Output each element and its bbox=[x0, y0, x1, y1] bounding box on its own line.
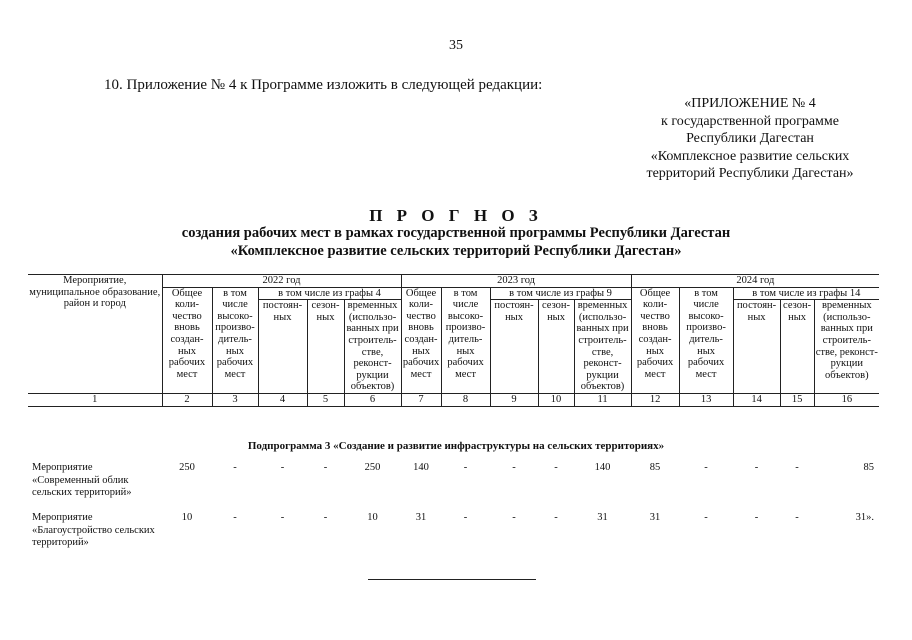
cell-value: - bbox=[280, 462, 285, 473]
cell-value: - bbox=[554, 462, 558, 473]
col-header-total: Общее коли-чество вновь создан-ных рабочих мест bbox=[401, 287, 441, 393]
col-header-seasonal: сезон-ных bbox=[538, 300, 574, 394]
col-number: 5 bbox=[307, 393, 344, 406]
appendix-line: «Комплексное развитие сельских bbox=[650, 148, 850, 164]
document-subtitle: создания рабочих мест в рамках государственной программы Республики Дагестан bbox=[181, 225, 731, 241]
col-number: 15 bbox=[780, 393, 814, 406]
cell-value: - bbox=[704, 462, 708, 473]
cell-value: 31 bbox=[649, 512, 661, 523]
cell-value: - bbox=[233, 462, 237, 473]
cell-value: 85 bbox=[863, 462, 874, 473]
cell-value: 250 bbox=[364, 462, 381, 473]
cell-value: - bbox=[512, 512, 516, 523]
col-header-total: Общее коли-чество вновь создан-ных рабочих мест bbox=[162, 287, 212, 393]
col-number: 2 bbox=[162, 393, 212, 406]
col-header-name: Мероприятие, муниципальное образование, район и город bbox=[28, 275, 162, 394]
appendix-line: территорий Республики Дагестан» bbox=[646, 166, 854, 181]
forecast-table-header bbox=[28, 274, 879, 407]
document-title: П Р О Г Н О З bbox=[369, 206, 543, 225]
col-number: 8 bbox=[441, 393, 490, 406]
col-header-temporary: временных (использо-ванных при строитель-стве, реконст-рукции объектов) bbox=[814, 300, 879, 394]
subprogram-heading: Подпрограмма 3 «Создание и развитие инфраструктуры на сельских территориях» bbox=[247, 440, 665, 452]
year-2022-header: 2022 год bbox=[162, 275, 401, 288]
cell-value: 10 bbox=[181, 512, 193, 523]
cell-value: - bbox=[554, 512, 558, 523]
separator-line bbox=[368, 579, 536, 580]
col-number: 9 bbox=[490, 393, 538, 406]
incl-header: в том числе из графы 14 bbox=[733, 287, 879, 300]
col-header-seasonal: сезон-ных bbox=[307, 300, 344, 394]
forecast-table-body bbox=[28, 462, 879, 550]
cell-value: - bbox=[233, 512, 237, 523]
appendix-header bbox=[600, 95, 900, 183]
table-row bbox=[28, 462, 879, 512]
col-header-permanent: постоян-ных bbox=[258, 300, 307, 394]
cell-value: - bbox=[463, 512, 468, 523]
appendix-line: Республики Дагестан bbox=[686, 131, 814, 146]
col-header-highprod: в том числе высоко-произво-дитель-ных рабочих мест bbox=[212, 287, 258, 393]
col-number: 4 bbox=[258, 393, 307, 406]
incl-header: в том числе из графы 4 bbox=[258, 287, 401, 300]
col-number: 12 bbox=[631, 393, 679, 406]
col-header-permanent: постоян-ных bbox=[733, 300, 780, 394]
cell-value: - bbox=[754, 462, 759, 473]
col-number: 13 bbox=[679, 393, 733, 406]
col-number: 10 bbox=[538, 393, 574, 406]
cell-value: - bbox=[754, 512, 759, 523]
cell-value: 85 bbox=[649, 462, 661, 473]
year-2023-header: 2023 год bbox=[401, 275, 631, 288]
cell-value: - bbox=[795, 512, 799, 523]
col-number: 6 bbox=[344, 393, 401, 406]
year-2024-header: 2024 год bbox=[631, 275, 879, 288]
cell-value: - bbox=[704, 512, 708, 523]
intro-paragraph: 10. Приложение № 4 к Программе изложить в следующей редакции: bbox=[104, 77, 543, 93]
row-name: Мероприятие «Благоустройство сельских территорий» bbox=[32, 512, 155, 548]
col-header-total: Общее коли-чество вновь создан-ных рабочих мест bbox=[631, 287, 679, 393]
col-number: 1 bbox=[28, 393, 162, 406]
cell-value: - bbox=[512, 462, 516, 473]
col-number: 11 bbox=[574, 393, 631, 406]
cell-value: 31 bbox=[415, 512, 427, 523]
col-header-permanent: постоян-ных bbox=[490, 300, 538, 394]
page-number: 35 bbox=[449, 38, 463, 53]
cell-value: - bbox=[323, 512, 328, 523]
col-header-highprod: в том числе высоко-произво-дитель-ных рабочих мест bbox=[679, 287, 733, 393]
cell-value: 31». bbox=[855, 512, 874, 523]
col-number: 7 bbox=[401, 393, 441, 406]
cell-value: 250 bbox=[179, 462, 195, 473]
cell-value: 31 bbox=[597, 512, 608, 523]
cell-value: - bbox=[280, 512, 285, 523]
cell-value: - bbox=[463, 462, 468, 473]
col-header-seasonal: сезон-ных bbox=[780, 300, 814, 394]
row-name: Мероприятие «Современный облик сельских территорий» bbox=[32, 462, 132, 498]
appendix-line: к государственной программе bbox=[661, 113, 839, 129]
table-row bbox=[28, 512, 879, 550]
col-number: 14 bbox=[733, 393, 780, 406]
col-number: 16 bbox=[814, 393, 879, 406]
cell-value: 10 bbox=[367, 512, 378, 523]
cell-value: - bbox=[323, 462, 328, 473]
cell-value: 140 bbox=[413, 462, 429, 473]
appendix-line: «ПРИЛОЖЕНИЕ № 4 bbox=[684, 96, 816, 111]
cell-value: - bbox=[795, 462, 799, 473]
program-name: «Комплексное развитие сельских территорий Республики Дагестан» bbox=[230, 243, 682, 259]
cell-value: 140 bbox=[594, 462, 611, 473]
col-number: 3 bbox=[212, 393, 258, 406]
col-header-highprod: в том числе высоко-произво-дитель-ных рабочих мест bbox=[441, 287, 490, 393]
col-header-temporary: временных (использо-ванных при строитель-стве, реконст-рукции объектов) bbox=[574, 300, 631, 394]
col-header-temporary: временных (использо-ванных при строитель-стве, реконст-рукции объектов) bbox=[344, 300, 401, 394]
incl-header: в том числе из графы 9 bbox=[490, 287, 631, 300]
